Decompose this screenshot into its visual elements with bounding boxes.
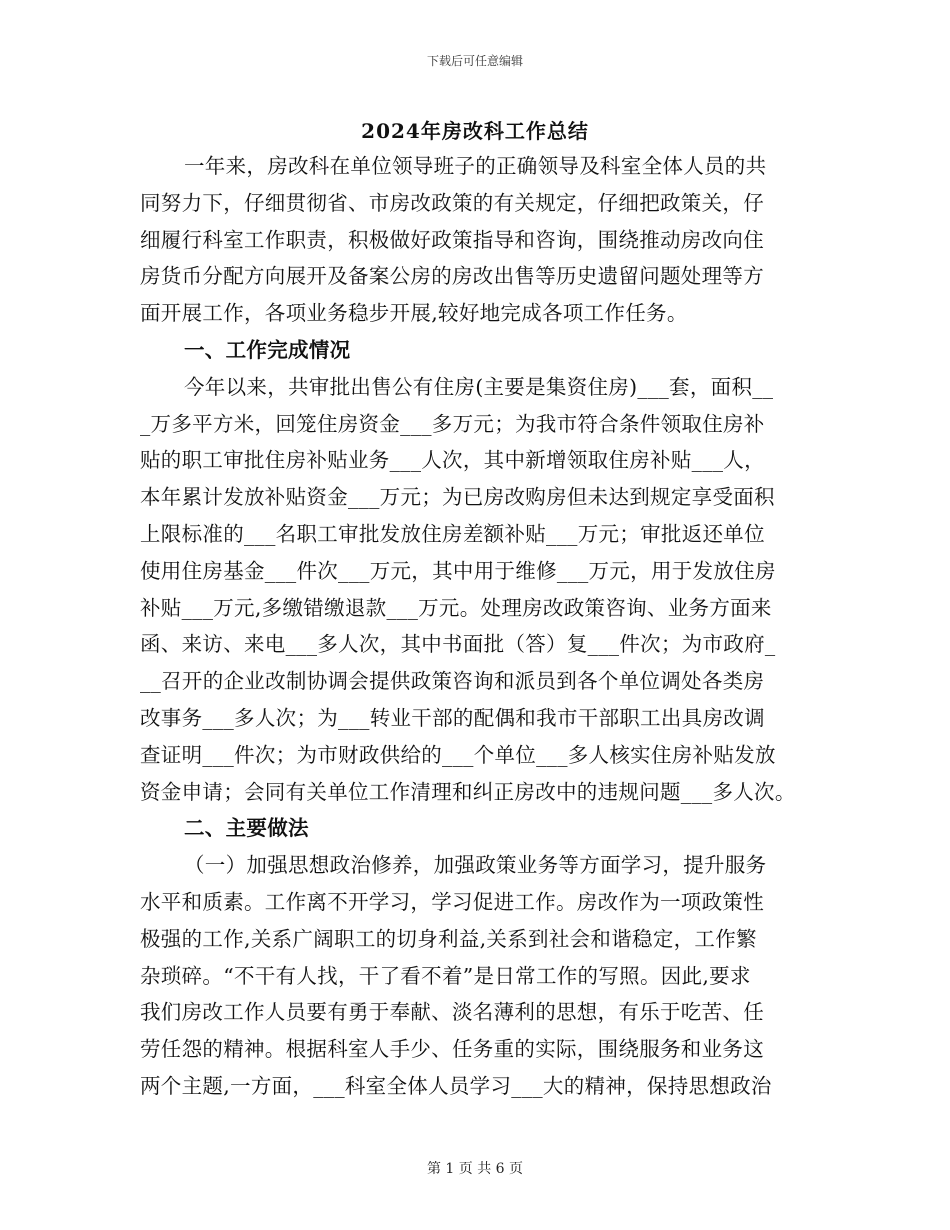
paragraph-line: 面开展工作，各项业务稳步开展,较好地完成各项工作任务。: [140, 301, 688, 326]
paragraph-line: 改事务___多人次；为___转业干部的配偶和我市干部职工出具房改调: [140, 705, 765, 730]
paragraph-line: 极强的工作,关系广阔职工的切身利益,关系到社会和谐稳定，工作繁: [140, 926, 757, 951]
paragraph-line: 杂琐碎。“不干有人找，干了看不着”是日常工作的写照。因此,要求: [140, 963, 751, 988]
paragraph-line: 今年以来，共审批出售公有住房(主要是集资住房)___套，面积__: [184, 374, 774, 399]
paragraph-line: 查证明___件次；为市财政供给的___个单位___多人核实住房补贴发放: [140, 742, 776, 767]
section-heading: 二、主要做法: [184, 816, 309, 841]
page-header: 下载后可任意编辑: [426, 54, 523, 68]
paragraph-line: 我们房改工作人员要有勇于奉献、淡名薄利的思想，有乐于吃苦、任: [140, 1000, 764, 1025]
paragraph-line: 一年来，房改科在单位领导班子的正确领导及科室全体人员的共: [184, 154, 767, 178]
paragraph-line: 两个主题,一方面，___科室全体人员学习___大的精神，保持思想政治: [140, 1073, 772, 1098]
paragraph-line: _万多平方米，回笼住房资金___多万元；为我市符合条件领取住房补: [140, 411, 765, 436]
paragraph-line: 函、来访、来电___多人次，其中书面批（答）复___件次；为市政府_: [140, 632, 776, 657]
paragraph-line: 房货币分配方向展开及备案公房的房改出售等历史遗留问题处理等方: [140, 264, 764, 289]
paragraph-line: （一）加强思想政治修养，加强政策业务等方面学习，提升服务: [184, 853, 767, 878]
section-heading: 一、工作完成情况: [184, 337, 351, 362]
page-footer: 第 1 页 共 6 页: [426, 1161, 524, 1177]
paragraph-line: 劳任怨的精神。根据科室人手少、任务重的实际，围绕服务和业务这: [140, 1037, 764, 1062]
paragraph-line: 细履行科室工作职责，积极做好政策指导和咨询，围绕推动房改向住: [140, 227, 764, 252]
paragraph-line: 补贴___万元,多缴错缴退款___万元。处理房改政策咨询、业务方面来: [140, 595, 772, 620]
paragraph-line: 资金申请；会同有关单位工作清理和纠正房改中的违规问题___多人次。: [140, 779, 796, 804]
paragraph-line: 贴的职工审批住房补贴业务___人次，其中新增领取住房补贴___人，: [140, 448, 765, 473]
paragraph-line: 同努力下，仔细贯彻省、市房改政策的有关规定，仔细把政策关，仔: [140, 190, 764, 215]
document-body: [140, 148, 820, 1105]
paragraph-line: 上限标准的___名职工审批发放住房差额补贴___万元；审批返还单位: [140, 521, 765, 546]
paragraph-line: __召开的企业改制协调会提供政策咨询和派员到各个单位调处各类房: [140, 669, 765, 694]
paragraph-line: 本年累计发放补贴资金___万元；为已房改购房但未达到规定享受面积: [140, 485, 775, 510]
document-title: 2024年房改科工作总结: [361, 119, 589, 143]
paragraph-line: 水平和质素。工作离不开学习，学习促进工作。房改作为一项政策性: [140, 889, 764, 914]
paragraph-line: 使用住房基金___件次___万元，其中用于维修___万元，用于发放住房: [140, 558, 776, 583]
